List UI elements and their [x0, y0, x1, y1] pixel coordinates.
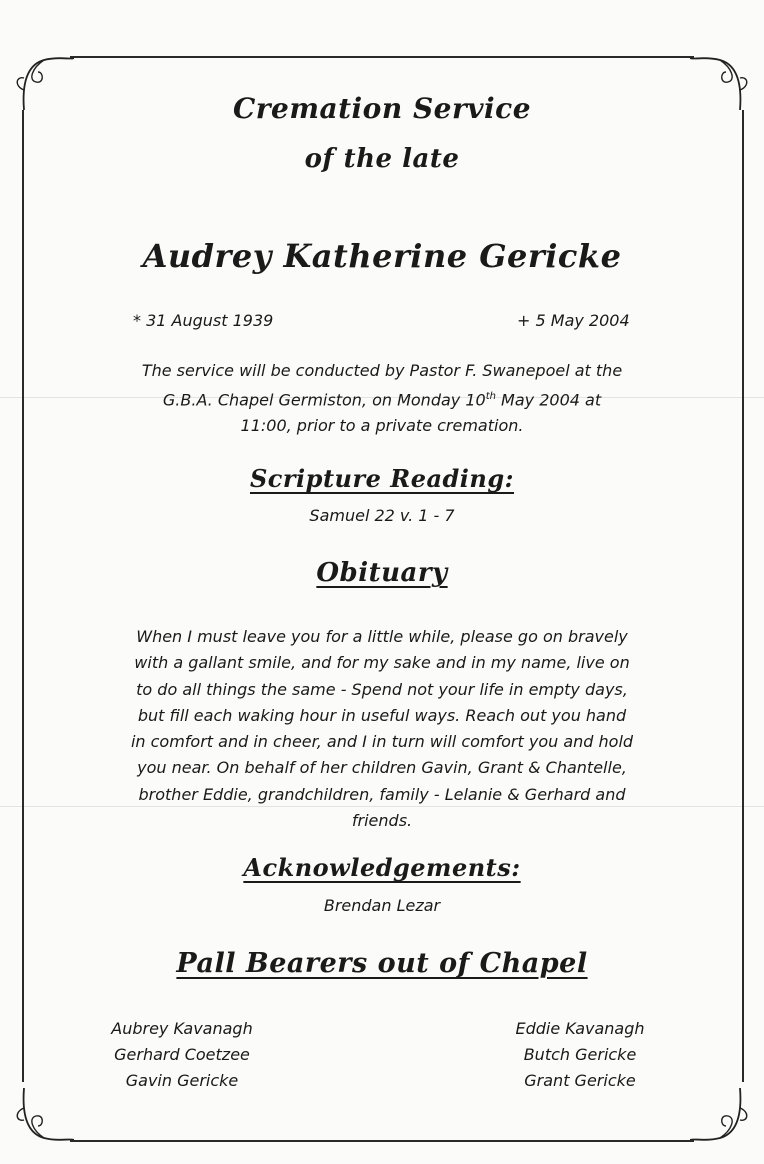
service-details	[60, 358, 704, 439]
service-line: G.B.A. Chapel Germiston, on Monday 10th May 2004 at	[162, 390, 602, 410]
obituary-line: with a gallant smile, and for my sake and in my name, live on	[134, 653, 630, 673]
obituary-text	[60, 624, 704, 834]
obituary-heading: Obituary	[316, 558, 448, 588]
title-line-2: of the late	[304, 144, 460, 174]
corner-flourish-icon	[14, 1088, 74, 1148]
pall-bearer: Aubrey Kavanagh	[111, 1019, 253, 1038]
obituary-line: friends.	[351, 811, 413, 831]
service-line: 11:00, prior to a private cremation.	[240, 416, 524, 436]
pall-bearer: Grant Gericke	[524, 1071, 636, 1090]
pall-bearer: Butch Gericke	[523, 1045, 637, 1064]
obituary-line: to do all things the same - Spend not your life in empty days,	[136, 679, 628, 699]
pall-bearers-left	[92, 1016, 272, 1094]
obituary-line: When I must leave you for a little while, please go on bravely	[136, 627, 628, 646]
frame-bottom	[70, 1140, 694, 1142]
scripture-heading: Scripture Reading:	[249, 464, 515, 493]
title-line-1: Cremation Service	[232, 92, 532, 125]
obituary-line: brother Eddie, grandchildren, family - Lelanie & Gerhard and	[138, 784, 626, 804]
pall-bearers-heading: Pall Bearers out of Chapel	[176, 948, 588, 979]
acknowledgements-heading: Acknowledgements:	[243, 853, 521, 882]
acknowledgements-text: Brendan Lezar	[323, 896, 441, 915]
service-line: The service will be conducted by Pastor F. Swanepoel at the	[141, 361, 623, 380]
frame-top	[70, 56, 694, 58]
scripture-text: Samuel 22 v. 1 - 7	[309, 506, 455, 525]
pall-bearers-right	[490, 1016, 670, 1094]
obituary-line: but fill each waking hour in useful ways. Reach out you hand	[137, 705, 627, 725]
obituary-line: you near. On behalf of her children Gavin, Grant & Chantelle,	[137, 758, 627, 778]
pall-bearer: Gavin Gericke	[125, 1071, 239, 1090]
pall-bearer: Gerhard Coetzee	[114, 1045, 250, 1064]
death-date: + 5 May 2004	[517, 311, 630, 330]
birth-date: * 31 August 1939	[133, 311, 274, 330]
corner-flourish-icon	[690, 1088, 750, 1148]
pall-bearer: Eddie Kavanagh	[515, 1019, 645, 1038]
obituary-line: in comfort and in cheer, and I in turn will comfort you and hold	[130, 732, 634, 752]
deceased-name: Audrey Katherine Gericke	[142, 237, 622, 275]
